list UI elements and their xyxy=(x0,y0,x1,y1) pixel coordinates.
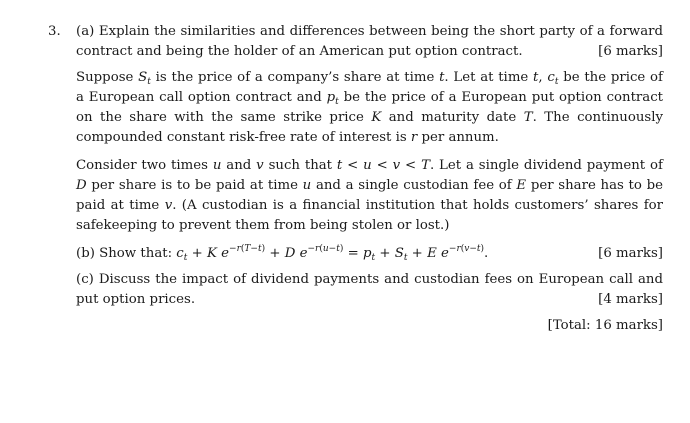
math-ct: $c_t$ xyxy=(547,70,559,87)
part-a-marks: [6 marks] xyxy=(598,44,663,59)
math-pt: $p_t$ xyxy=(326,90,339,107)
math-st: $S_t$ xyxy=(138,70,151,87)
question-content xyxy=(76,22,663,336)
times-text: per share has to be paid at time xyxy=(76,178,663,213)
setup-text: be the price of a European put option contract on the share with the same strike price xyxy=(76,90,663,125)
question-number: 3. xyxy=(48,24,61,39)
part-b-intro: Show that: xyxy=(99,246,177,261)
times-text: . (A custodian is a financial institution that holds customers’ shares for safekeeping to prevent them from being stolen or lost.) xyxy=(76,198,663,233)
times-text: per share is to be paid at time xyxy=(86,178,303,193)
setup-text: is the price of a company’s share at time xyxy=(150,70,440,85)
parity-equation: $c_t + K$ $e^{-r(T-t)} + D$ $e^{-r(u-t)} = p_t + S_t + E$ $e^{-r(v-t)}$. xyxy=(176,244,489,263)
setup-text: . The continuously compounded constant risk-free rate of interest is xyxy=(76,110,663,145)
part-a xyxy=(76,22,663,62)
part-c-marks: [4 marks] xyxy=(598,292,663,307)
math-v: v xyxy=(256,158,264,173)
times-text: and xyxy=(221,158,257,173)
times-text: and a single custodian fee of xyxy=(311,178,517,193)
setup-paragraph xyxy=(76,68,663,148)
setup-text: and maturity date xyxy=(381,110,524,125)
math-T: T xyxy=(523,110,533,125)
times-text: Consider two times xyxy=(76,158,213,173)
math-D: D xyxy=(76,178,87,193)
part-b-marks: [6 marks] xyxy=(598,246,663,261)
part-a-text: Explain the similarities and differences between being the short party of a forward contract and being the holder of an American put option contract. xyxy=(76,24,663,59)
math-E: E xyxy=(516,178,527,193)
math-inequality: t < u < v < T xyxy=(336,158,430,173)
setup-text: . Let at time xyxy=(444,70,534,85)
part-b xyxy=(76,244,663,264)
setup-text: Suppose xyxy=(76,70,139,85)
part-c xyxy=(76,270,663,310)
times-paragraph xyxy=(76,156,663,236)
setup-text: , xyxy=(538,70,548,85)
math-u: u xyxy=(302,178,312,193)
part-c-label: (c) xyxy=(76,272,94,287)
setup-text: be the price of a European call option contract and xyxy=(76,70,663,105)
part-c-text: Discuss the impact of dividend payments and custodian fees on European call and put option prices. xyxy=(76,272,663,307)
math-k: K xyxy=(371,110,382,125)
part-b-label: (b) xyxy=(76,246,95,261)
math-r: r xyxy=(410,130,418,145)
setup-text: per annum. xyxy=(417,130,499,145)
math-u: u xyxy=(212,158,222,173)
math-t: t xyxy=(533,70,539,85)
part-a-label: (a) xyxy=(76,24,95,39)
times-text: . Let a single dividend payment of xyxy=(429,158,663,173)
math-v: v xyxy=(164,198,173,213)
math-t: t xyxy=(439,70,445,85)
total-marks: [Total: 16 marks] xyxy=(547,318,663,333)
times-text: such that xyxy=(263,158,337,173)
